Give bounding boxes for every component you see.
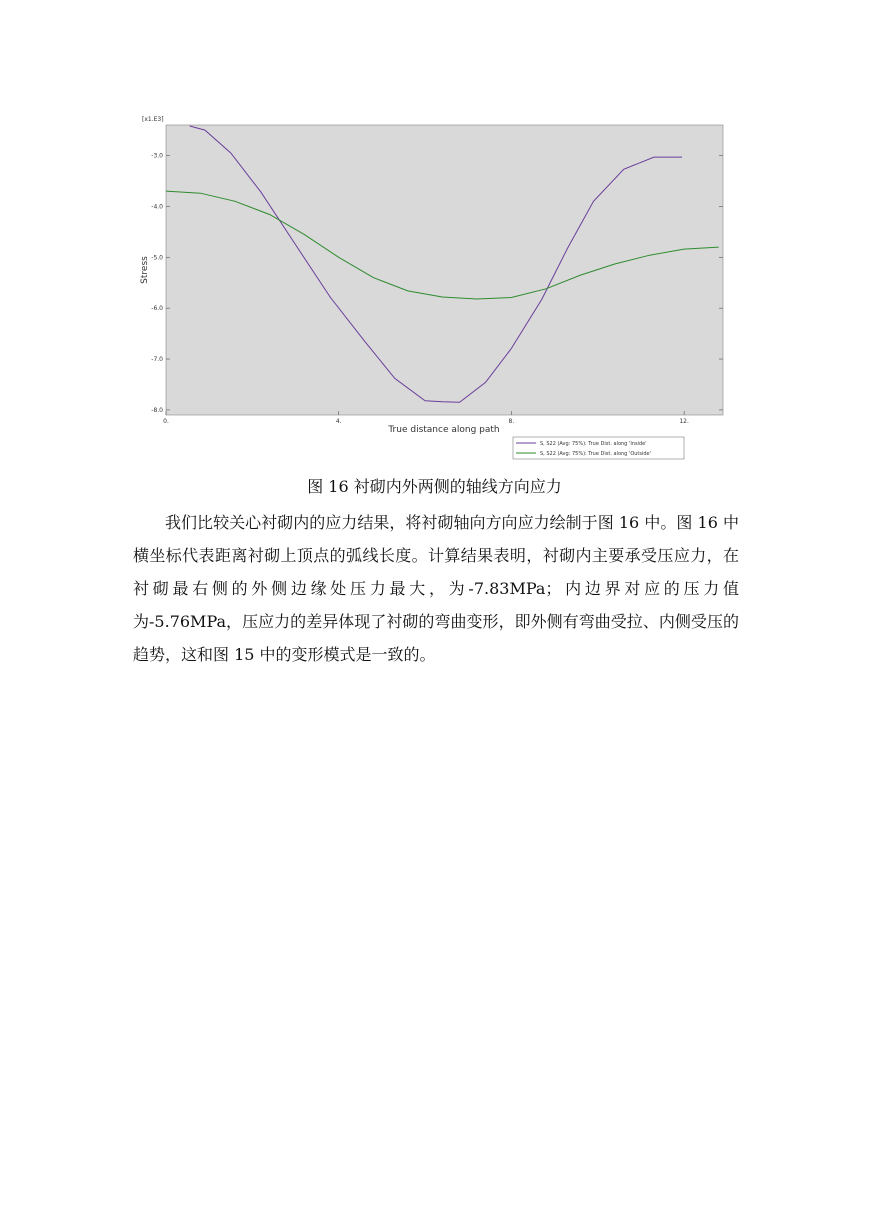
y-tick-label: -3.0 (151, 152, 163, 160)
stress-chart-figure (0, 0, 869, 470)
y-multiplier-label: [x1.E3] (142, 116, 164, 123)
y-tick-label: -8.0 (151, 406, 163, 414)
x-tick-label: 0. (163, 418, 169, 425)
stress-chart (0, 0, 869, 470)
x-tick-label: 8. (508, 418, 515, 425)
x-tick-label: 12. (679, 418, 689, 425)
x-tick-label: 4. (335, 418, 342, 425)
legend-label-inside: S, S22 (Avg: 75%): True Dist. along 'Inside' (540, 441, 647, 447)
y-tick-label: -4.0 (151, 203, 163, 211)
paragraph: 我们比较关心衬砌内的应力结果，将衬砌轴向方向应力绘制于图 16 中。图 16 中横坐标代表距离衬砌上顶点的弧线长度。计算结果表明，衬砌内主要承受压应力，在衬砌最右侧的外侧边缘处压力最大，为-7.83MPa；内边界对应的压力值为-5.76MPa，压应力的差异体现了衬砌的弯曲变形，即外侧有弯曲受拉、内侧受压的趋势，这和图 15 中的变形模式是一致的。 (133, 513, 739, 664)
x-axis-title: True distance along path (388, 425, 500, 435)
y-tick-label: -7.0 (151, 356, 163, 364)
figure-caption: 图 16 衬砌内外两侧的轴线方向应力 (307, 477, 562, 496)
legend-label-outside: S, S22 (Avg: 75%): True Dist. along 'Outside' (540, 451, 651, 457)
body-text (133, 506, 739, 671)
y-tick-label: -6.0 (151, 305, 163, 313)
y-axis-title: Stress (140, 256, 150, 284)
legend (513, 437, 684, 459)
plot-area (166, 125, 723, 415)
y-tick-label: -5.0 (151, 254, 163, 262)
